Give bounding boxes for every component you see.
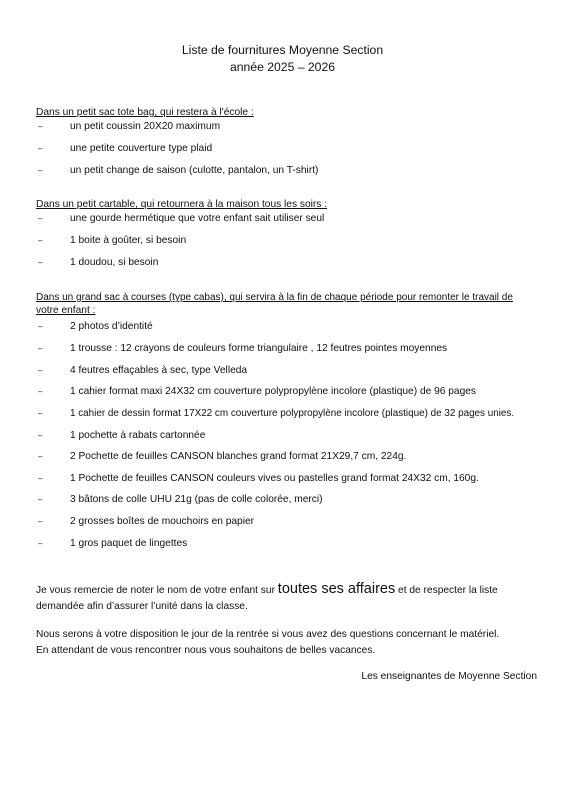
section-tote-bag [36,106,536,176]
closing-p2-line-1: Nous serons à votre disposition le jour de la rentrée si vous avez des questions concernant le matériel. [36,629,500,640]
section-cartable [36,198,536,268]
list-item: – 3 bâtons de colle UHU 21g (pas de colle colorée, merci) [38,494,323,505]
title-line-1: Liste de fournitures Moyenne Section [181,43,384,57]
dash-bullet: – [38,387,43,396]
emphasis-text: toutes ses affaires [277,581,396,597]
dash-bullet: – [38,495,43,504]
list-item: – une gourde hermétique que votre enfant sait utiliser seul [38,213,325,224]
dash-bullet: – [38,517,43,526]
list-item: – un petit coussin 20X20 maximum [38,121,221,132]
closing-p2-line-2: En attendant de vous rencontrer nous vous souhaitons de belles vacances. [36,644,376,656]
list-item: – un petit change de saison (culotte, pantalon, un T-shirt) [38,165,319,176]
dash-bullet: – [38,344,43,353]
list-item: – 1 doudou, si besoin [38,257,159,268]
dash-bullet: – [38,236,43,245]
closing-paragraph-1 [36,582,541,614]
title-line-2: année 2025 – 2026 [229,59,336,74]
list-item: – 1 Pochette de feuilles CANSON couleurs vives ou pastelles grand format 24X32 cm, 160g. [38,473,479,484]
list-item: – 2 grosses boîtes de mouchoirs en papier [38,516,255,527]
dash-bullet: – [38,214,43,223]
list-item: – 2 photos d’identité [38,321,153,332]
list-item: – une petite couverture type plaid [38,143,213,154]
closing-paragraph-2 [36,627,541,658]
list-item: – 1 pochette à rabats cartonnée [38,430,206,441]
dash-bullet: – [38,366,43,375]
section-heading-line-1: Dans un grand sac à courses (type cabas), qui servira à la fin de chaque période pour remonter le travail de [36,292,513,303]
section-heading: Dans un petit sac tote bag, qui restera à l'école : [36,107,254,118]
list-item: – 1 cahier de dessin format 17X22 cm couverture polypropylène incolore (plastique) de 32 pages unies. [38,408,515,419]
dash-bullet: – [38,166,43,175]
list-item: – 1 cahier format maxi 24X32 cm couverture polypropylène incolore (plastique) de 96 pages [38,386,477,397]
dash-bullet: – [38,144,43,153]
closing-line-2: demandée afin d’assurer l’unité dans la classe. [36,600,248,612]
dash-bullet: – [38,452,43,461]
section-cabas [36,291,546,549]
list-item: – 4 feutres effaçables à sec, type Velleda [38,365,248,376]
document-title [0,42,565,75]
dash-bullet: – [38,409,43,418]
closing-line-1: Je vous remercie de noter le nom de votre enfant sur toutes ses affaires et de respecter la liste [36,581,498,597]
list-item: – 1 trousse : 12 crayons de couleurs forme triangulaire , 12 feutres pointes moyennes [38,343,448,354]
dash-bullet: – [38,539,43,548]
signature: Les enseignantes de Moyenne Section [361,671,537,682]
dash-bullet: – [38,431,43,440]
section-heading-line-2: votre enfant : [36,305,96,316]
list-item: – 1 boite à goûter, si besoin [38,235,187,246]
dash-bullet: – [38,322,43,331]
dash-bullet: – [38,474,43,483]
dash-bullet: – [38,122,43,131]
dash-bullet: – [38,258,43,267]
list-item: – 1 gros paquet de lingettes [38,538,188,549]
section-heading: Dans un petit cartable, qui retournera à la maison tous les soirs : [36,199,328,210]
list-item: – 2 Pochette de feuilles CANSON blanches grand format 21X29,7 cm, 224g. [38,451,407,462]
